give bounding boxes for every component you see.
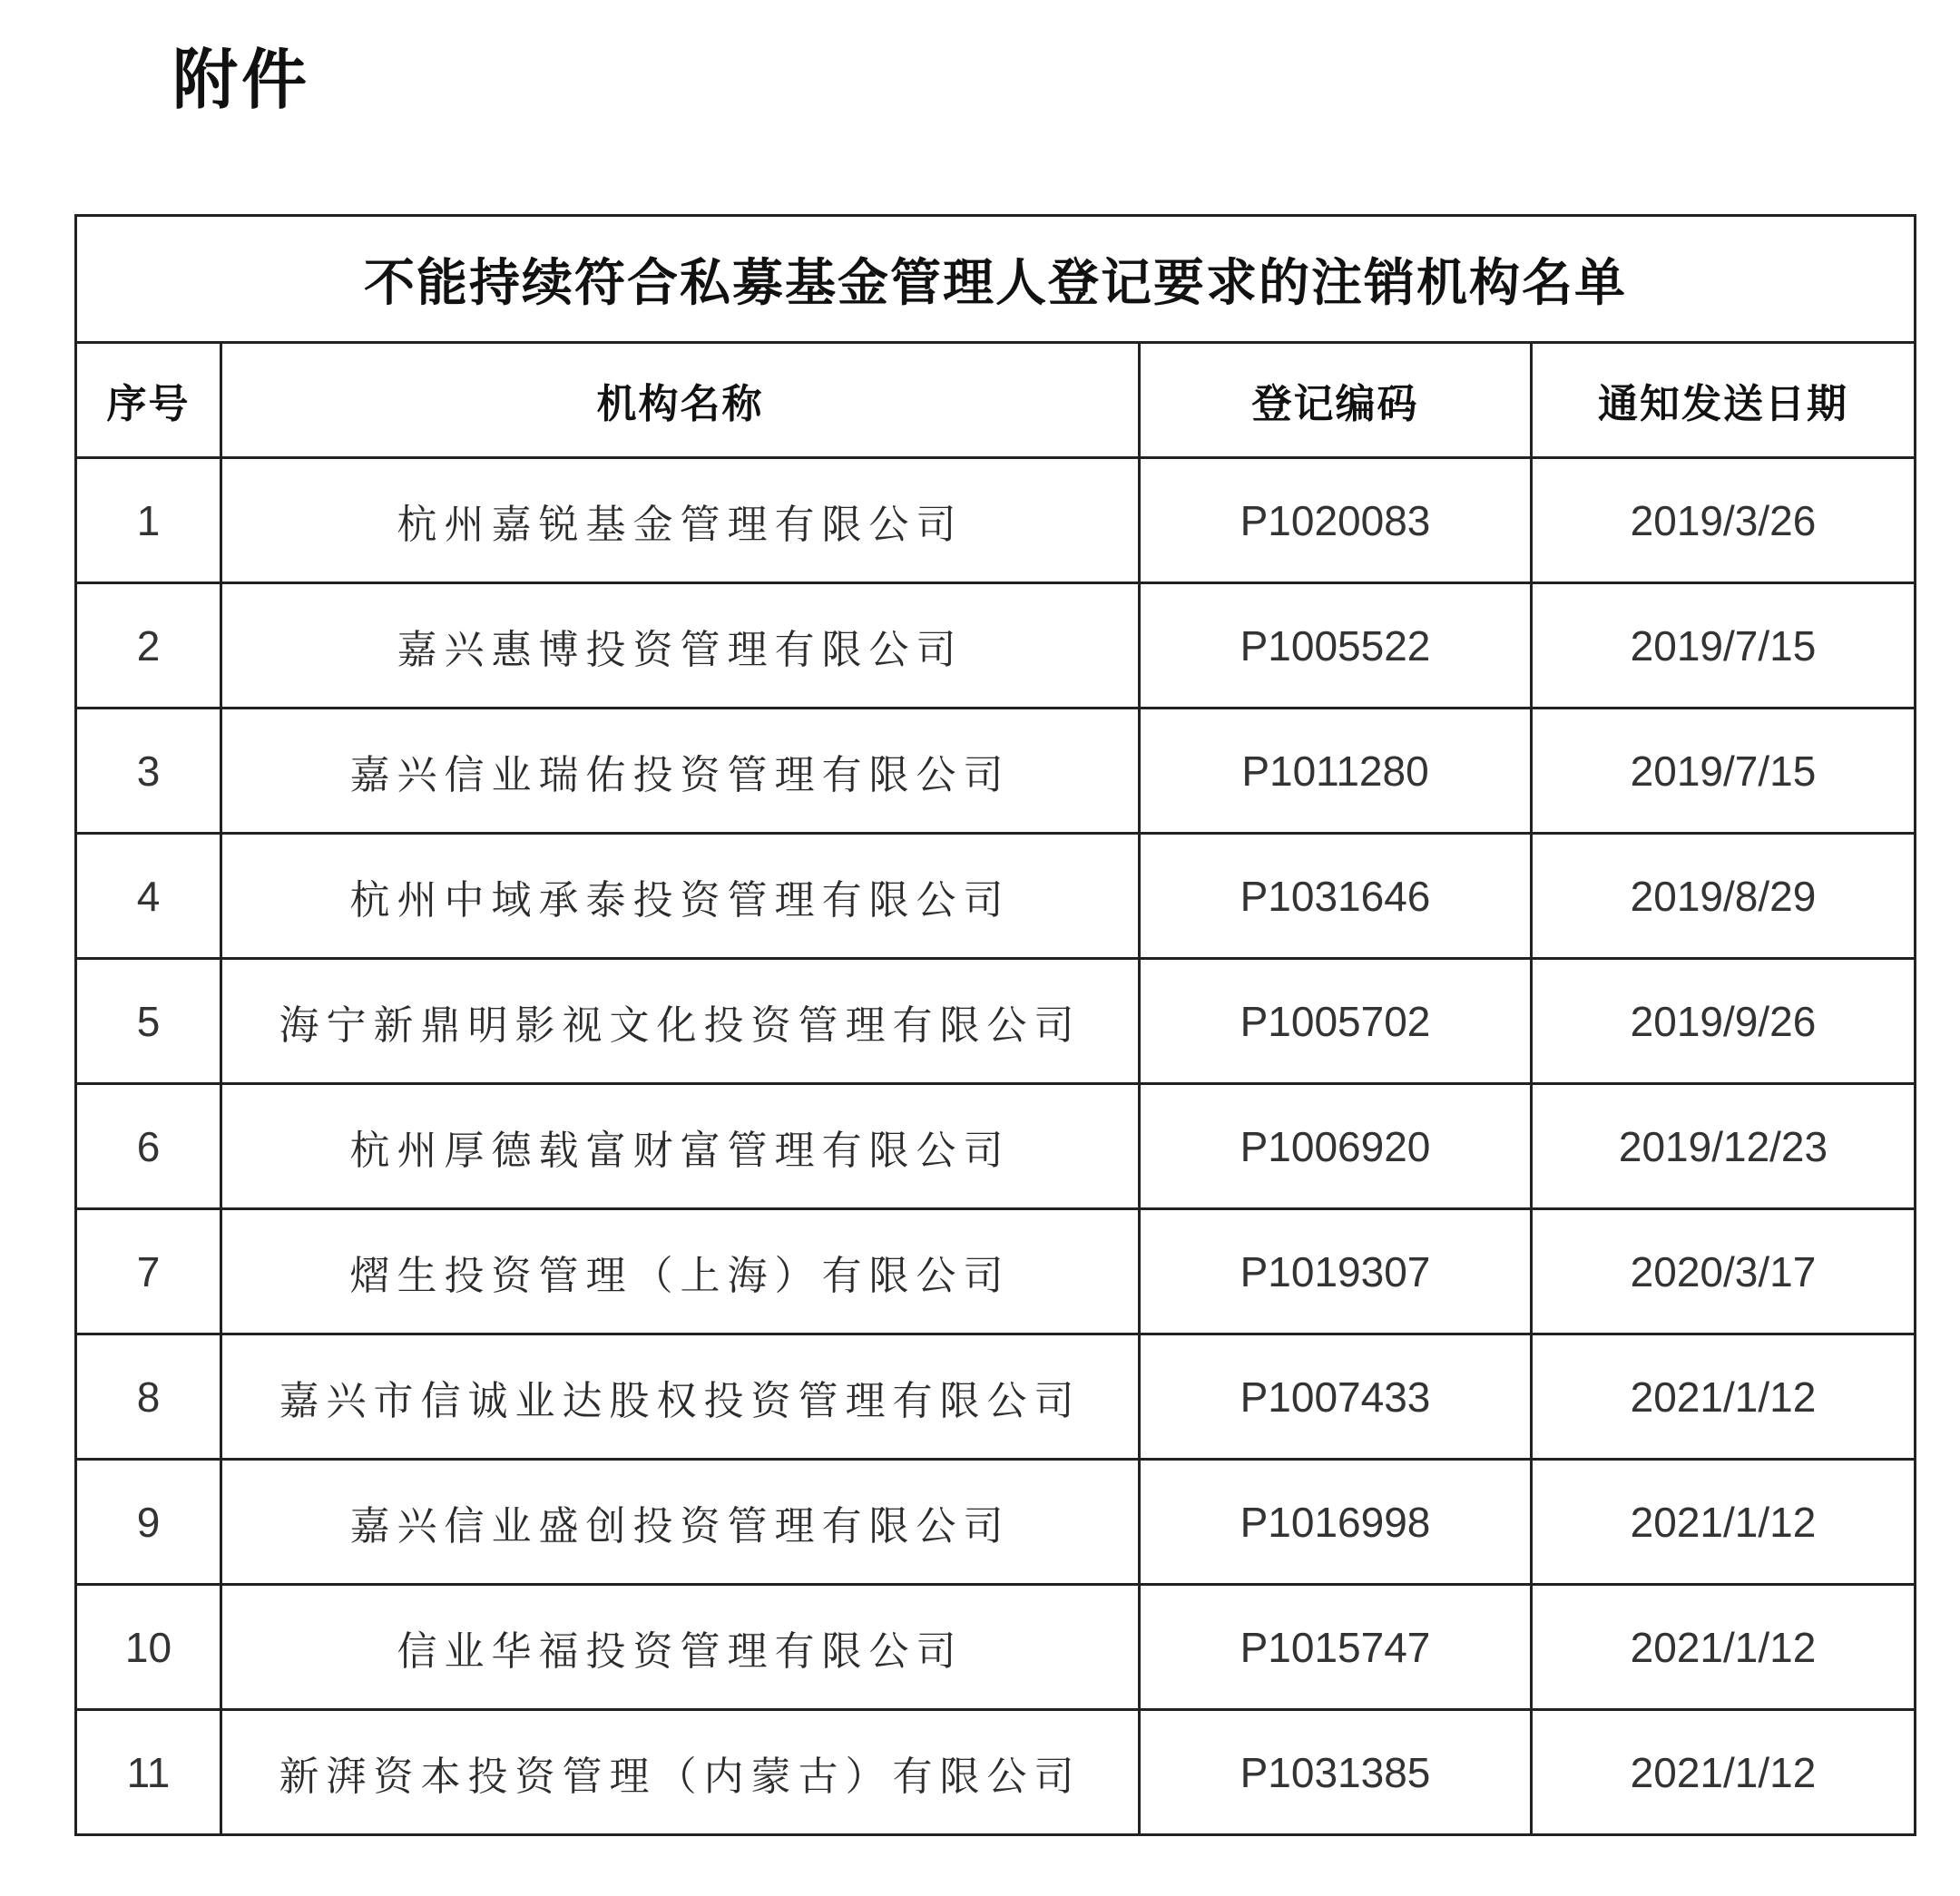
header-code: 登记编码 [1140,343,1532,458]
row-date-cell: 2019/12/23 [1532,1084,1916,1209]
table-row [76,1585,1916,1710]
deregistered-institutions-table [74,214,1916,1836]
table-body [76,458,1916,1835]
row-name-cell: 杭州厚德载富财富管理有限公司 [221,1084,1140,1209]
table-row [76,583,1916,709]
table-header-row [76,343,1916,458]
table-title: 不能持续符合私募基金管理人登记要求的注销机构名单 [76,216,1916,343]
row-date-cell: 2019/8/29 [1532,834,1916,959]
row-index-cell: 11 [76,1710,221,1835]
row-index-cell: 3 [76,709,221,834]
row-code-cell: P1011280 [1140,709,1532,834]
row-code-cell: P1015747 [1140,1585,1532,1710]
table-row [76,1209,1916,1334]
table-row [76,1084,1916,1209]
row-date-cell: 2021/1/12 [1532,1460,1916,1585]
row-name-cell: 杭州嘉锐基金管理有限公司 [221,458,1140,583]
row-code-cell: P1019307 [1140,1209,1532,1334]
row-code-cell: P1031385 [1140,1710,1532,1835]
row-name-cell: 嘉兴信业瑞佑投资管理有限公司 [221,709,1140,834]
table-row [76,1460,1916,1585]
table-row [76,959,1916,1084]
row-name-cell: 杭州中域承泰投资管理有限公司 [221,834,1140,959]
row-index-cell: 1 [76,458,221,583]
row-name-cell: 熠生投资管理（上海）有限公司 [221,1209,1140,1334]
row-code-cell: P1006920 [1140,1084,1532,1209]
row-name-cell: 信业华福投资管理有限公司 [221,1585,1140,1710]
row-code-cell: P1031646 [1140,834,1532,959]
row-date-cell: 2021/1/12 [1532,1585,1916,1710]
row-name-cell: 新湃资本投资管理（内蒙古）有限公司 [221,1710,1140,1835]
row-date-cell: 2019/7/15 [1532,583,1916,709]
header-date: 通知发送日期 [1532,343,1916,458]
row-name-cell: 海宁新鼎明影视文化投资管理有限公司 [221,959,1140,1084]
row-code-cell: P1020083 [1140,458,1532,583]
row-date-cell: 2019/9/26 [1532,959,1916,1084]
row-date-cell: 2019/3/26 [1532,458,1916,583]
row-code-cell: P1005702 [1140,959,1532,1084]
row-index-cell: 6 [76,1084,221,1209]
row-code-cell: P1005522 [1140,583,1532,709]
row-date-cell: 2020/3/17 [1532,1209,1916,1334]
table-row [76,1334,1916,1460]
table-title-row [76,216,1916,343]
row-index-cell: 8 [76,1334,221,1460]
row-index-cell: 2 [76,583,221,709]
row-code-cell: P1016998 [1140,1460,1532,1585]
header-name: 机构名称 [221,343,1140,458]
row-date-cell: 2019/7/15 [1532,709,1916,834]
table-row [76,458,1916,583]
table-row [76,709,1916,834]
table-row [76,1710,1916,1835]
attachment-label: 附件 [172,42,311,118]
row-name-cell: 嘉兴信业盛创投资管理有限公司 [221,1460,1140,1585]
row-index-cell: 9 [76,1460,221,1585]
header-index: 序号 [76,343,221,458]
row-name-cell: 嘉兴惠博投资管理有限公司 [221,583,1140,709]
row-name-cell: 嘉兴市信诚业达股权投资管理有限公司 [221,1334,1140,1460]
row-index-cell: 7 [76,1209,221,1334]
row-index-cell: 5 [76,959,221,1084]
row-index-cell: 10 [76,1585,221,1710]
row-code-cell: P1007433 [1140,1334,1532,1460]
table-row [76,834,1916,959]
row-date-cell: 2021/1/12 [1532,1710,1916,1835]
row-index-cell: 4 [76,834,221,959]
row-date-cell: 2021/1/12 [1532,1334,1916,1460]
